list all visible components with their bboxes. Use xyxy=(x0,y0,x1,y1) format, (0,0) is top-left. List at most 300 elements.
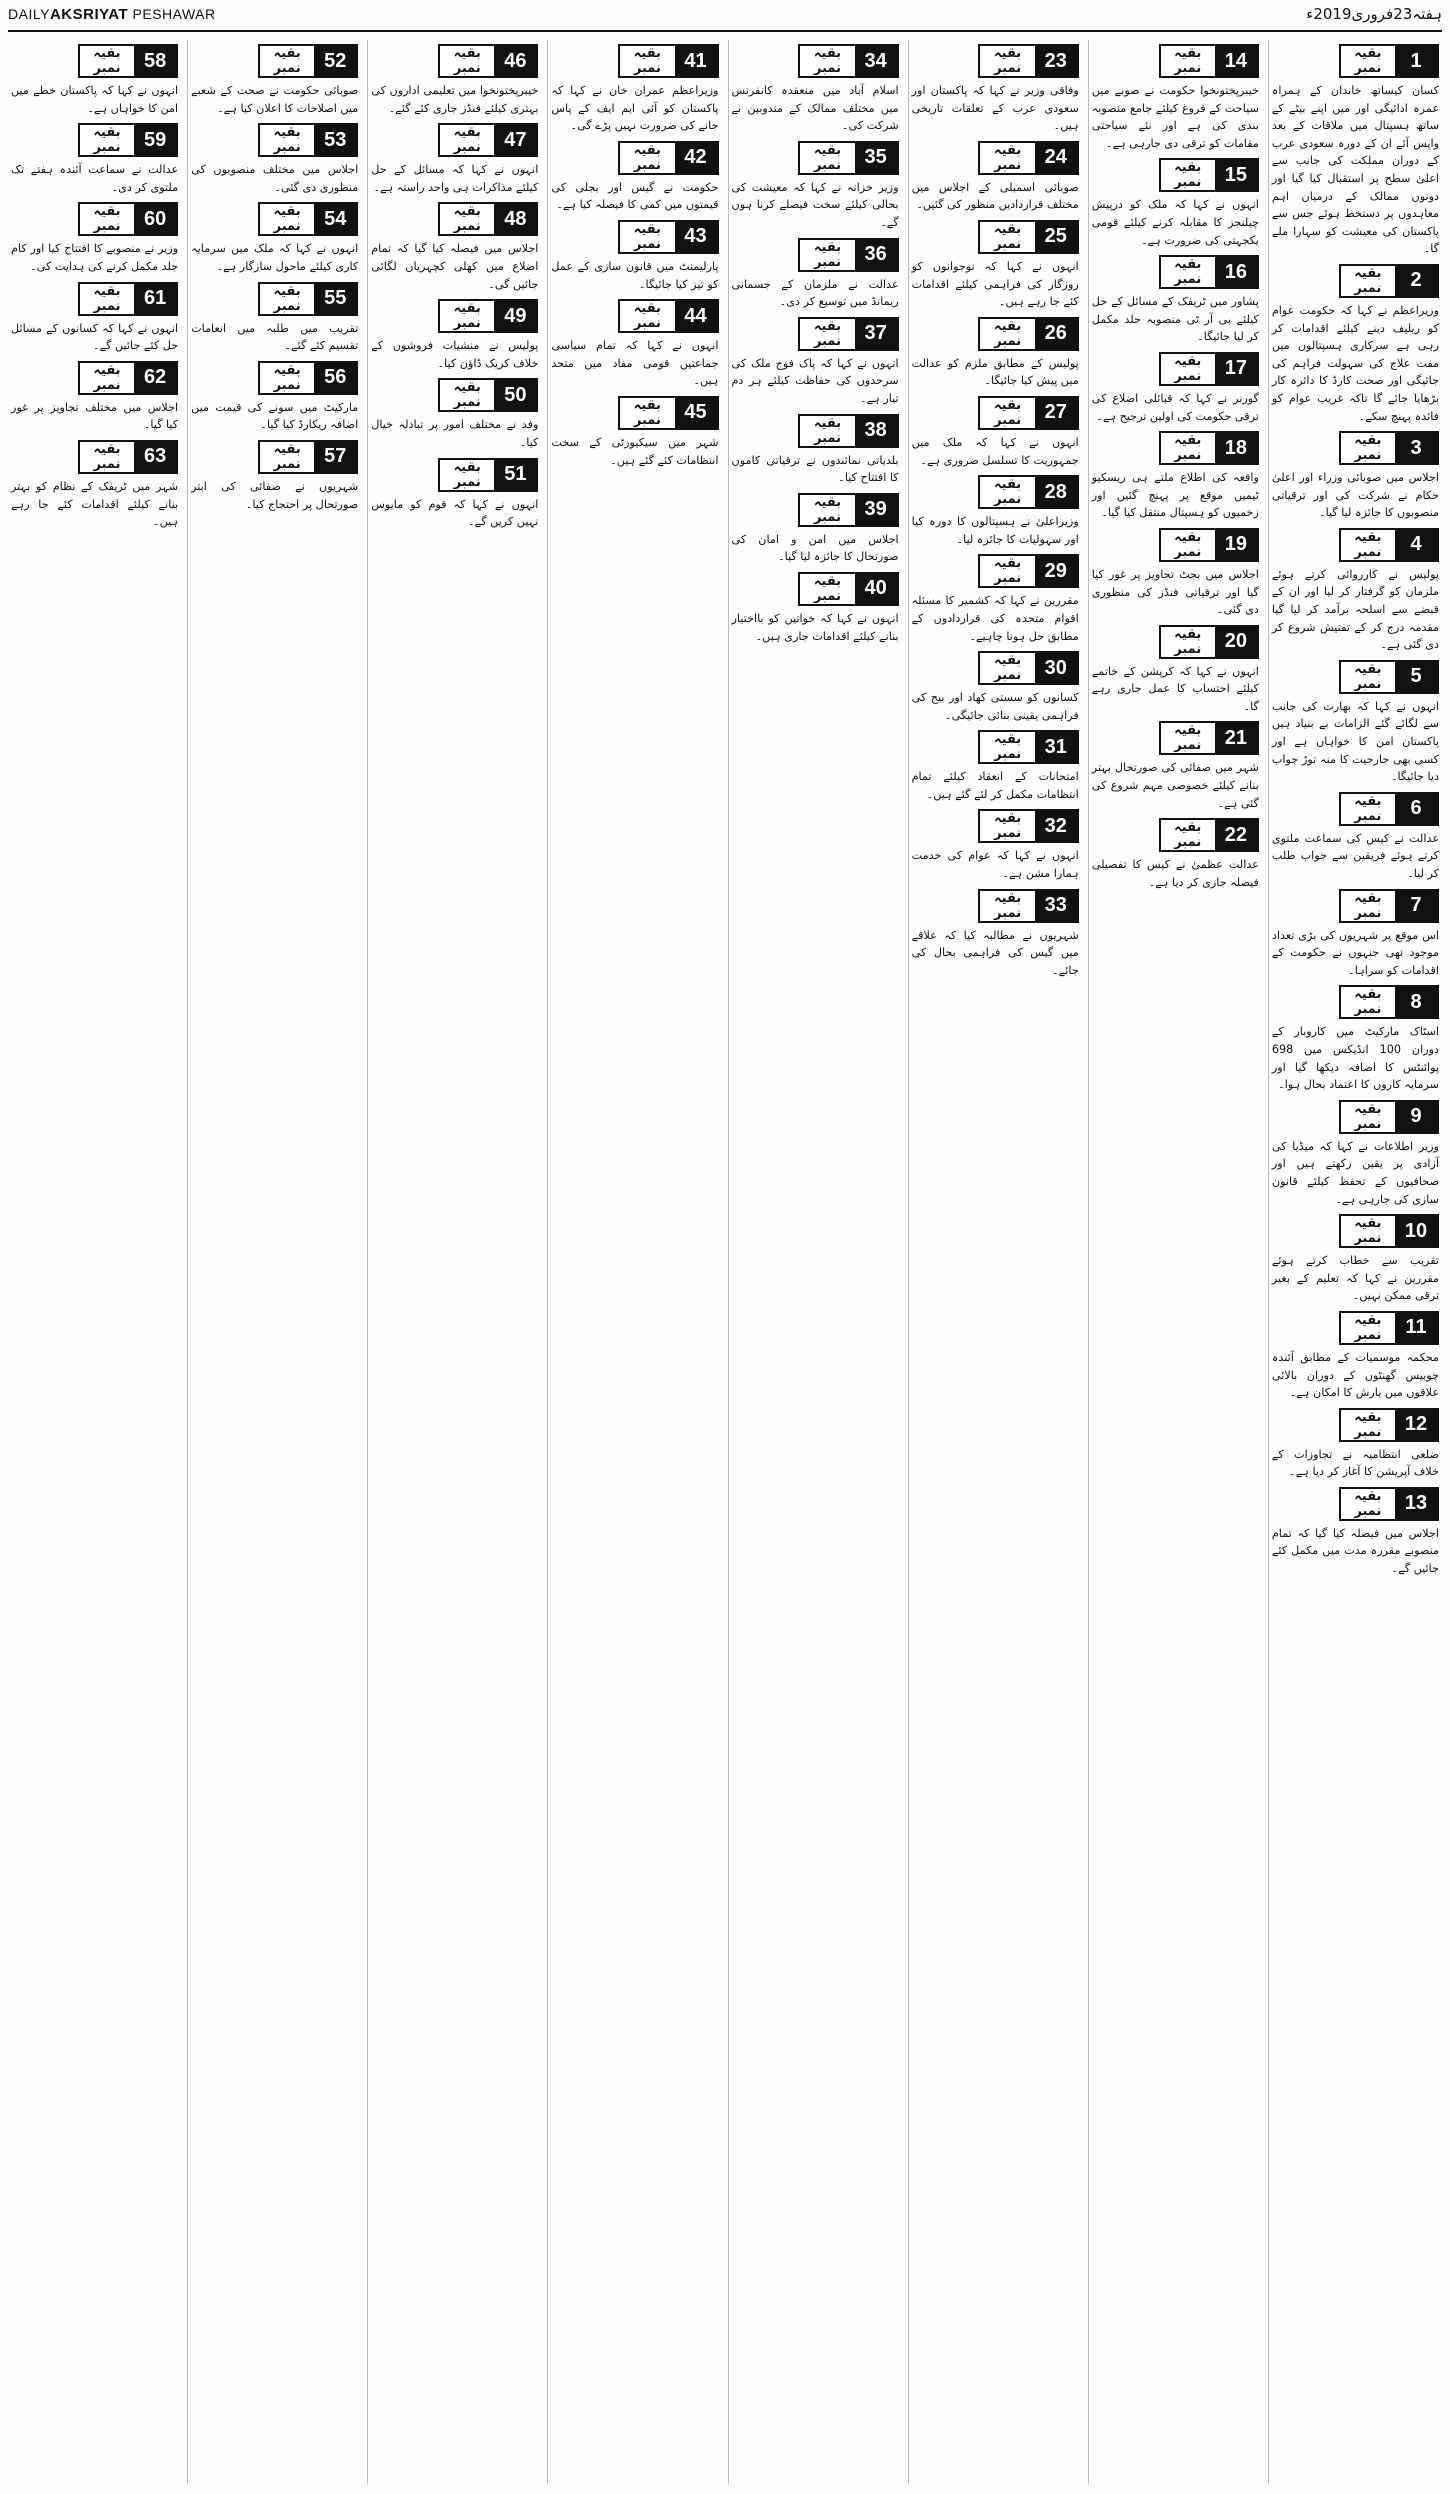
continuation-badge xyxy=(618,141,718,175)
article-text: انہوں نے کہا کہ ملک میں سرمایہ کاری کیلئے ماحول سازگار ہے۔ xyxy=(191,242,359,273)
continuation-item xyxy=(1092,528,1259,619)
continuation-item xyxy=(732,493,899,566)
continuation-number: 8 xyxy=(1395,987,1437,1017)
continuation-number: 63 xyxy=(134,442,176,472)
continuation-badge xyxy=(438,378,538,412)
continuation-number: 32 xyxy=(1035,811,1077,841)
article-text: انہوں نے کہا کہ عوام کی خدمت ہمارا مشن ہے۔ xyxy=(911,849,1079,881)
continuation-number: 58 xyxy=(134,46,176,76)
continuation-label: بقیہ نمبر xyxy=(273,46,301,76)
article-text: گورنر نے کہا کہ قبائلی اضلاع کی ترقی حکومت کی اولین ترجیح ہے۔ xyxy=(1091,391,1259,423)
continuation-label: بقیہ نمبر xyxy=(93,441,121,472)
article-text: صوبائی حکومت نے صحت کے شعبے میں اصلاحات کا اعلان کیا ہے۔ xyxy=(191,84,359,115)
continuation-number: 37 xyxy=(855,319,897,349)
continuation-number: 38 xyxy=(855,416,897,446)
continuation-badge xyxy=(618,396,718,430)
continuation-label: بقیہ نمبر xyxy=(93,283,121,314)
continuation-number: 4 xyxy=(1395,530,1437,560)
article-text: وزیر اطلاعات نے کہا کہ میڈیا کی آزادی پر یقین رکھتے ہیں اور صحافیوں کے تحفظ کیلئے قانون سازی کی جارہی ہے۔ xyxy=(1271,1139,1439,1206)
article-text: واقعہ کی اطلاع ملتے ہی ریسکیو ٹیمیں موقع پر پہنچ گئیں اور زخمیوں کو ہسپتال منتقل کیا گیا۔ xyxy=(1091,471,1259,520)
article-text: پولیس نے منشیات فروشوں کے خلاف کریک ڈاؤن کیا۔ xyxy=(371,339,539,370)
continuation-label: بقیہ نمبر xyxy=(813,415,842,446)
article-text: پولیس نے کارروائی کرتے ہوئے ملزمان کو گرفتار کر لیا اور ان کے قبضے سے اسلحہ برآمد کر لیا گیا مقدمہ درج کر کے تفتیش شروع کر دی گئی ہے۔ xyxy=(1271,567,1439,652)
article-text: انہوں نے کہا کہ مسائل کے حل کیلئے مذاکرات ہی واحد راستہ ہے۔ xyxy=(371,163,539,194)
article-text: پولیس کے مطابق ملزم کو عدالت میں پیش کیا جائیگا۔ xyxy=(911,356,1079,388)
continuation-item xyxy=(732,141,899,232)
continuation-number: 40 xyxy=(855,574,897,604)
continuation-label: بقیہ نمبر xyxy=(93,362,121,393)
continuation-label: بقیہ نمبر xyxy=(994,477,1022,508)
continuation-badge xyxy=(1339,1214,1439,1248)
continuation-label: بقیہ نمبر xyxy=(93,204,121,235)
continuation-badge xyxy=(258,282,358,316)
article-text: انہوں نے کہا کہ کرپشن کے خاتمے کیلئے احتساب کا عمل جاری رہے گا۔ xyxy=(1091,664,1259,713)
continuation-number: 55 xyxy=(314,284,356,314)
news-column xyxy=(908,40,1082,2484)
continuation-badge xyxy=(258,440,358,474)
continuation-label: بقیہ نمبر xyxy=(633,46,661,76)
continuation-item xyxy=(1092,818,1259,891)
continuation-label: بقیہ نمبر xyxy=(1354,1216,1382,1247)
continuation-badge xyxy=(1339,528,1439,562)
continuation-item xyxy=(11,44,178,117)
continuation-label: بقیہ نمبر xyxy=(994,318,1022,349)
article-text: اجلاس میں مختلف تجاویز پر غور کیا گیا۔ xyxy=(11,400,179,432)
continuation-item xyxy=(1272,431,1439,522)
article-text: عدالت نے ملزمان کے جسمانی ریمانڈ میں توسیع کر دی۔ xyxy=(731,277,899,309)
continuation-item xyxy=(11,440,178,531)
continuation-number: 57 xyxy=(314,442,356,472)
continuation-number: 48 xyxy=(494,204,536,234)
continuation-badge xyxy=(78,361,178,395)
continuation-number: 26 xyxy=(1035,319,1077,349)
continuation-number: 33 xyxy=(1035,891,1077,921)
continuation-item xyxy=(1092,721,1259,812)
article-text: اجلاس میں صوبائی وزراء اور اعلیٰ حکام نے شرکت کی اور ترقیاتی منصوبوں کا جائزہ لیا گیا۔ xyxy=(1271,471,1439,520)
continuation-number: 46 xyxy=(494,46,536,76)
continuation-label: بقیہ نمبر xyxy=(453,380,481,411)
continuation-badge xyxy=(618,44,718,78)
continuation-number: 10 xyxy=(1395,1216,1437,1246)
continuation-item xyxy=(912,730,1079,803)
article-text: وزیراعظم عمران خان نے کہا کہ پاکستان کو آئی ایم ایف کے پاس جانے کی ضرورت نہیں پڑے گی۔ xyxy=(551,84,719,133)
continuation-item xyxy=(1272,528,1439,654)
continuation-badge xyxy=(798,44,898,78)
continuation-number: 61 xyxy=(134,284,176,314)
continuation-item xyxy=(732,414,899,487)
continuation-label: بقیہ نمبر xyxy=(453,46,481,76)
continuation-badge xyxy=(1339,264,1439,298)
continuation-label: بقیہ نمبر xyxy=(1354,1488,1382,1519)
continuation-item xyxy=(551,220,718,293)
continuation-number: 31 xyxy=(1035,732,1077,762)
news-column xyxy=(1268,40,1442,2484)
article-text: وزیراعلیٰ نے ہسپتالوں کا دورہ کیا اور سہولیات کا جائزہ لیا۔ xyxy=(911,515,1079,546)
news-column xyxy=(1088,40,1262,2484)
continuation-number: 49 xyxy=(494,301,536,331)
continuation-label: بقیہ نمبر xyxy=(273,441,301,472)
continuation-number: 25 xyxy=(1035,222,1077,252)
continuation-badge xyxy=(618,299,718,333)
continuation-item xyxy=(1272,985,1439,1093)
continuation-label: بقیہ نمبر xyxy=(93,46,121,76)
continuation-badge xyxy=(1159,431,1259,465)
continuation-item xyxy=(371,202,538,293)
article-text: اسلام آباد میں منعقدہ کانفرنس میں مختلف ممالک کے مندوبین نے شرکت کی۔ xyxy=(731,84,899,133)
continuation-badge xyxy=(798,141,898,175)
continuation-item xyxy=(551,396,718,469)
continuation-number: 35 xyxy=(855,143,897,173)
article-text: شہر میں ٹریفک کے نظام کو بہتر بنانے کیلئے اقدامات کئے جا رہے ہیں۔ xyxy=(11,479,179,529)
newspaper-name xyxy=(8,6,216,23)
continuation-badge xyxy=(78,123,178,157)
article-text: انہوں نے کہا کہ ملک کو درپیش چیلنجز کا مقابلہ کرنے کیلئے قومی یکجہتی کی ضرورت ہے۔ xyxy=(1091,198,1259,247)
article-text: شہر میں صفائی کی صورتحال بہتر بنانے کیلئے خصوصی مہم شروع کی گئی ہے۔ xyxy=(1091,761,1259,810)
article-text: اجلاس میں امن و امان کی صورتحال کا جائزہ لیا گیا۔ xyxy=(731,532,899,564)
continuation-number: 14 xyxy=(1215,46,1257,76)
continuation-label: بقیہ نمبر xyxy=(453,301,481,332)
continuation-number: 19 xyxy=(1215,530,1257,560)
continuation-item xyxy=(371,44,538,117)
continuation-number: 30 xyxy=(1035,653,1077,683)
continuation-label: بقیہ نمبر xyxy=(1174,626,1202,657)
article-text: اجلاس میں فیصلہ کیا گیا کہ تمام اضلاع میں کھلی کچہریاں لگائی جائیں گی۔ xyxy=(371,242,539,291)
article-text: امتحانات کے انعقاد کیلئے تمام انتظامات مکمل کر لئے گئے ہیں۔ xyxy=(911,770,1079,801)
continuation-item xyxy=(732,317,899,408)
article-text: اجلاس میں بجٹ تجاویز پر غور کیا گیا اور ترقیاتی فنڈز کی منظوری دی گئی۔ xyxy=(1091,567,1259,617)
news-column xyxy=(8,40,181,2484)
name-city: PESHAWAR xyxy=(132,6,216,22)
continuation-label: بقیہ نمبر xyxy=(1174,160,1202,191)
continuation-item xyxy=(371,123,538,196)
continuation-item xyxy=(371,378,538,451)
continuation-badge xyxy=(978,730,1078,764)
continuation-label: بقیہ نمبر xyxy=(1354,987,1382,1018)
article-text: خیبرپختونخوا میں تعلیمی اداروں کی بہتری کیلئے فنڈز جاری کئے گئے۔ xyxy=(371,84,539,115)
continuation-label: بقیہ نمبر xyxy=(1174,433,1202,464)
continuation-item xyxy=(1272,1100,1439,1208)
continuation-label: بقیہ نمبر xyxy=(1354,265,1382,296)
continuation-label: بقیہ نمبر xyxy=(1354,529,1382,560)
continuation-item xyxy=(1272,1408,1439,1481)
masthead xyxy=(8,0,1442,32)
continuation-badge xyxy=(1339,1408,1439,1442)
continuation-badge xyxy=(1159,255,1259,289)
continuation-item xyxy=(191,440,358,513)
article-text: انہوں نے کہا کہ ملک میں جمہوریت کا تسلسل ضروری ہے۔ xyxy=(911,435,1079,467)
article-text: پارلیمنٹ میں قانون سازی کے عمل کو تیز کیا جائیگا۔ xyxy=(551,259,719,291)
continuation-label: بقیہ نمبر xyxy=(273,125,301,156)
continuation-badge xyxy=(978,809,1078,843)
continuation-label: بقیہ نمبر xyxy=(994,811,1022,842)
continuation-number: 12 xyxy=(1395,1410,1437,1440)
continuation-badge xyxy=(978,220,1078,254)
continuation-item xyxy=(732,44,899,135)
continuation-number: 9 xyxy=(1395,1102,1437,1132)
article-text: انہوں نے کہا کہ تمام سیاسی جماعتیں قومی مفاد میں متحد ہیں۔ xyxy=(551,339,719,388)
continuation-label: بقیہ نمبر xyxy=(813,142,842,173)
continuation-number: 36 xyxy=(855,240,897,270)
continuation-label: بقیہ نمبر xyxy=(813,573,842,604)
continuation-label: بقیہ نمبر xyxy=(633,142,661,173)
continuation-badge xyxy=(798,238,898,272)
issue-date: ہفتہ23فروری2019ء xyxy=(1306,5,1442,23)
article-text: پشاور میں ٹریفک کے مسائل کے حل کیلئے بی آر ٹی منصوبہ جلد مکمل کر لیا جائیگا۔ xyxy=(1091,295,1259,344)
continuation-badge xyxy=(1339,1487,1439,1521)
continuation-number: 2 xyxy=(1395,266,1437,296)
page-columns xyxy=(8,40,1442,2484)
article-text: بلدیاتی نمائندوں نے ترقیاتی کاموں کا افتتاح کیا۔ xyxy=(731,453,899,485)
continuation-item xyxy=(1092,431,1259,522)
continuation-item xyxy=(912,317,1079,390)
article-text: وفاقی وزیر نے کہا کہ پاکستان اور سعودی عرب کے تعلقات تاریخی ہیں۔ xyxy=(911,84,1079,133)
continuation-label: بقیہ نمبر xyxy=(273,204,301,235)
continuation-item xyxy=(191,202,358,275)
article-text: انہوں نے کہا کہ قوم کو مایوس نہیں کریں گے۔ xyxy=(371,497,539,529)
continuation-badge xyxy=(438,123,538,157)
continuation-badge xyxy=(1339,44,1439,78)
continuation-badge xyxy=(1339,1311,1439,1345)
continuation-item xyxy=(11,282,178,355)
continuation-number: 54 xyxy=(314,204,356,234)
continuation-item xyxy=(912,554,1079,645)
continuation-number: 22 xyxy=(1215,820,1257,850)
continuation-number: 45 xyxy=(675,398,717,428)
continuation-item xyxy=(551,44,718,135)
continuation-badge xyxy=(78,282,178,316)
continuation-badge xyxy=(1339,431,1439,465)
continuation-item xyxy=(551,141,718,214)
continuation-item xyxy=(191,361,358,434)
article-text: اسٹاک مارکیٹ میں کاروبار کے دوران 100 انڈیکس میں 698 پوائنٹس کا اضافہ دیکھا گیا اور سرمایہ کاروں کا اعتماد بحال ہوا۔ xyxy=(1271,1025,1440,1092)
continuation-number: 27 xyxy=(1035,398,1077,428)
continuation-number: 13 xyxy=(1395,1489,1437,1519)
continuation-badge xyxy=(978,317,1078,351)
article-text: انہوں نے کہا کہ پاکستان خطے میں امن کا خواہاں ہے۔ xyxy=(11,84,179,115)
article-text: عدالت نے کیس کی سماعت ملتوی کرتے ہوئے فریقین سے جواب طلب کر لیا۔ xyxy=(1271,831,1439,880)
continuation-label: بقیہ نمبر xyxy=(994,142,1022,173)
continuation-label: بقیہ نمبر xyxy=(1354,1312,1382,1343)
continuation-label: بقیہ نمبر xyxy=(1354,793,1382,824)
continuation-badge xyxy=(78,44,178,78)
continuation-badge xyxy=(1159,721,1259,755)
continuation-badge xyxy=(978,554,1078,588)
continuation-item xyxy=(191,44,358,117)
article-text: وزیراعظم نے کہا کہ حکومت عوام کو ریلیف دینے کیلئے اقدامات کر رہی ہے سرکاری ہسپتالوں میں مفت علاج کی سہولت فراہم کی جائیگی اور صحت کارڈ کا دائرہ کار بڑھایا جائے گا تاکہ غریب عوام کو فائدہ پہنچ سکے۔ xyxy=(1271,303,1439,423)
name-main: AKSRIYAT xyxy=(49,6,129,23)
continuation-label: بقیہ نمبر xyxy=(453,125,481,156)
continuation-item xyxy=(1272,264,1439,425)
continuation-label: بقیہ نمبر xyxy=(994,890,1022,921)
continuation-item xyxy=(1092,158,1259,249)
continuation-label: بقیہ نمبر xyxy=(633,301,661,332)
article-text: کسانوں کو سستی کھاد اور بیج کی فراہمی یقینی بنائی جائیگی۔ xyxy=(911,691,1079,722)
continuation-label: بقیہ نمبر xyxy=(93,125,121,156)
continuation-label: بقیہ نمبر xyxy=(633,221,661,252)
continuation-label: بقیہ نمبر xyxy=(1174,353,1202,384)
continuation-label: بقیہ نمبر xyxy=(994,653,1022,684)
continuation-badge xyxy=(258,44,358,78)
article-text: کسان کیساتھ خاندان کے ہمراہ عمرہ ادائیگی اور میں اپنے بیٹے کے ساتھ ہسپتال میں ملاقات کے بعد واپس آئے ان کے دورہ سعودی عرب کے دوران مملکت کی جانب سے اعلیٰ سطح پر استقبال کیا گیا اور دونوں ممالک کے درمیان اہم معاہدوں پر دستخط ہوئے جس سے پاکستان کی معیشت کو سہارا ملے گا۔ xyxy=(1271,84,1439,256)
continuation-number: 51 xyxy=(494,460,536,490)
continuation-badge xyxy=(1339,985,1439,1019)
continuation-badge xyxy=(798,493,898,527)
continuation-badge xyxy=(978,396,1078,430)
continuation-label: بقیہ نمبر xyxy=(994,556,1022,587)
name-prefix: DAILY xyxy=(8,6,50,22)
continuation-badge xyxy=(1159,528,1259,562)
continuation-label: بقیہ نمبر xyxy=(453,204,481,235)
continuation-number: 52 xyxy=(314,46,356,76)
article-text: انہوں نے کہا کہ بھارت کی جانب سے لگائے گئے الزامات بے بنیاد ہیں پاکستان امن کا خواہاں ہے اور کسی بھی جارحیت کا منہ توڑ جواب دیا جائیگا۔ xyxy=(1271,699,1439,784)
continuation-badge xyxy=(978,889,1078,923)
news-column xyxy=(547,40,721,2484)
article-text: صوبائی اسمبلی کے اجلاس میں مختلف قراردادیں منظور کی گئیں۔ xyxy=(911,180,1079,212)
continuation-item xyxy=(912,220,1079,311)
continuation-number: 50 xyxy=(494,380,536,410)
article-text: وزیر نے منصوبے کا افتتاح کیا اور کام جلد مکمل کرنے کی ہدایت کی۔ xyxy=(11,242,179,273)
continuation-badge xyxy=(1159,352,1259,386)
continuation-badge xyxy=(618,220,718,254)
article-text: مارکیٹ میں سونے کی قیمت میں اضافہ ریکارڈ کیا گیا۔ xyxy=(191,400,359,432)
continuation-item xyxy=(1272,44,1439,258)
continuation-item xyxy=(191,123,358,196)
continuation-badge xyxy=(978,44,1078,78)
continuation-number: 59 xyxy=(134,125,176,155)
continuation-label: بقیہ نمبر xyxy=(453,459,481,490)
continuation-badge xyxy=(1339,1100,1439,1134)
continuation-item xyxy=(11,361,178,434)
continuation-badge xyxy=(978,651,1078,685)
continuation-item xyxy=(1092,44,1259,152)
continuation-label: بقیہ نمبر xyxy=(994,397,1022,428)
news-column xyxy=(728,40,902,2484)
continuation-item xyxy=(1092,625,1259,716)
continuation-item xyxy=(1272,889,1439,980)
continuation-label: بقیہ نمبر xyxy=(1354,890,1382,921)
continuation-label: بقیہ نمبر xyxy=(1354,433,1382,464)
continuation-item xyxy=(11,202,178,275)
continuation-item xyxy=(732,238,899,311)
article-text: ضلعی انتظامیہ نے تجاوزات کے خلاف آپریشن کا آغاز کر دیا ہے۔ xyxy=(1271,1447,1439,1479)
continuation-number: 39 xyxy=(855,495,897,525)
continuation-item xyxy=(1092,352,1259,425)
article-text: اجلاس میں فیصلہ کیا گیا کہ تمام منصوبے مقررہ مدت میں مکمل کئے جائیں گے۔ xyxy=(1271,1526,1439,1576)
continuation-badge xyxy=(258,361,358,395)
article-text: تقریب میں طلبہ میں انعامات تقسیم کئے گئے۔ xyxy=(191,321,359,353)
continuation-badge xyxy=(1159,818,1259,852)
continuation-item xyxy=(1272,792,1439,883)
continuation-label: بقیہ نمبر xyxy=(813,239,842,270)
continuation-badge xyxy=(258,123,358,157)
article-text: عدالت عظمیٰ نے کیس کا تفصیلی فیصلہ جاری کر دیا ہے۔ xyxy=(1091,858,1259,889)
continuation-item xyxy=(912,475,1079,548)
continuation-item xyxy=(912,889,1079,980)
article-text: عدالت نے سماعت آئندہ ہفتے تک ملتوی کر دی۔ xyxy=(11,163,179,194)
continuation-badge xyxy=(438,299,538,333)
continuation-item xyxy=(551,299,718,390)
continuation-number: 7 xyxy=(1395,891,1437,921)
continuation-number: 18 xyxy=(1215,433,1257,463)
continuation-label: بقیہ نمبر xyxy=(1354,46,1382,76)
news-column xyxy=(367,40,541,2484)
continuation-number: 23 xyxy=(1035,46,1077,76)
continuation-label: بقیہ نمبر xyxy=(1354,661,1382,692)
continuation-item xyxy=(1272,1214,1439,1305)
continuation-number: 53 xyxy=(314,125,356,155)
continuation-item xyxy=(371,299,538,372)
continuation-item xyxy=(371,458,538,531)
continuation-badge xyxy=(1159,158,1259,192)
continuation-item xyxy=(1092,255,1259,346)
continuation-item xyxy=(912,809,1079,882)
continuation-badge xyxy=(798,317,898,351)
continuation-number: 17 xyxy=(1215,354,1257,384)
continuation-badge xyxy=(1159,44,1259,78)
continuation-label: بقیہ نمبر xyxy=(813,494,842,525)
article-text: شہریوں نے صفائی کی ابتر صورتحال پر احتجاج کیا۔ xyxy=(191,479,359,511)
continuation-badge xyxy=(78,440,178,474)
continuation-number: 6 xyxy=(1395,794,1437,824)
article-text: انہوں نے کہا کہ کسانوں کے مسائل حل کئے جائیں گے۔ xyxy=(11,321,179,353)
news-column xyxy=(187,40,361,2484)
continuation-badge xyxy=(1339,660,1439,694)
continuation-number: 47 xyxy=(494,125,536,155)
continuation-badge xyxy=(1339,889,1439,923)
continuation-badge xyxy=(258,202,358,236)
continuation-label: بقیہ نمبر xyxy=(1354,1409,1382,1440)
article-text: اس موقع پر شہریوں کی بڑی تعداد موجود تھی جنہوں نے حکومت کے اقدامات کو سراہا۔ xyxy=(1271,928,1439,977)
continuation-item xyxy=(912,396,1079,469)
continuation-number: 28 xyxy=(1035,477,1077,507)
continuation-item xyxy=(191,282,358,355)
continuation-number: 21 xyxy=(1215,723,1257,753)
continuation-number: 41 xyxy=(675,46,717,76)
continuation-label: بقیہ نمبر xyxy=(813,46,842,76)
article-text: حکومت نے گیس اور بجلی کی قیمتوں میں کمی کا فیصلہ کیا ہے۔ xyxy=(551,180,719,212)
continuation-number: 24 xyxy=(1035,143,1077,173)
continuation-item xyxy=(1272,1311,1439,1402)
continuation-item xyxy=(11,123,178,196)
continuation-label: بقیہ نمبر xyxy=(1354,1101,1382,1132)
continuation-item xyxy=(1272,1487,1439,1578)
continuation-number: 42 xyxy=(675,143,717,173)
continuation-number: 29 xyxy=(1035,556,1077,586)
continuation-item xyxy=(912,141,1079,214)
continuation-label: بقیہ نمبر xyxy=(1174,257,1202,288)
continuation-label: بقیہ نمبر xyxy=(1174,820,1202,851)
article-text: خیبرپختونخوا حکومت نے صوبے میں سیاحت کے فروغ کیلئے جامع منصوبہ بندی کی ہے اور نئے سیاحتی مقامات کو ترقی دی جارہی ہے۔ xyxy=(1091,84,1259,150)
continuation-number: 3 xyxy=(1395,433,1437,463)
continuation-number: 16 xyxy=(1215,257,1257,287)
article-text: شہریوں نے مطالبہ کیا کہ علاقے میں گیس کی فراہمی بحال کی جائے۔ xyxy=(911,928,1079,977)
continuation-label: بقیہ نمبر xyxy=(1174,529,1202,560)
continuation-badge xyxy=(438,44,538,78)
continuation-item xyxy=(912,651,1079,724)
continuation-number: 11 xyxy=(1395,1313,1437,1343)
continuation-number: 15 xyxy=(1215,160,1257,190)
article-text: شہر میں سیکیورٹی کے سخت انتظامات کئے گئے ہیں۔ xyxy=(551,435,719,467)
continuation-number: 20 xyxy=(1215,627,1257,657)
continuation-number: 44 xyxy=(675,301,717,331)
continuation-badge xyxy=(1339,792,1439,826)
continuation-number: 43 xyxy=(675,222,717,252)
article-text: مقررین نے کہا کہ کشمیر کا مسئلہ اقوام متحدہ کی قراردادوں کے مطابق حل ہونا چاہیے۔ xyxy=(911,594,1079,643)
continuation-badge xyxy=(78,202,178,236)
continuation-badge xyxy=(978,475,1078,509)
continuation-number: 62 xyxy=(134,363,176,393)
article-text: انہوں نے کہا کہ نوجوانوں کو روزگار کی فراہمی کیلئے اقدامات کئے جا رہے ہیں۔ xyxy=(911,259,1079,309)
